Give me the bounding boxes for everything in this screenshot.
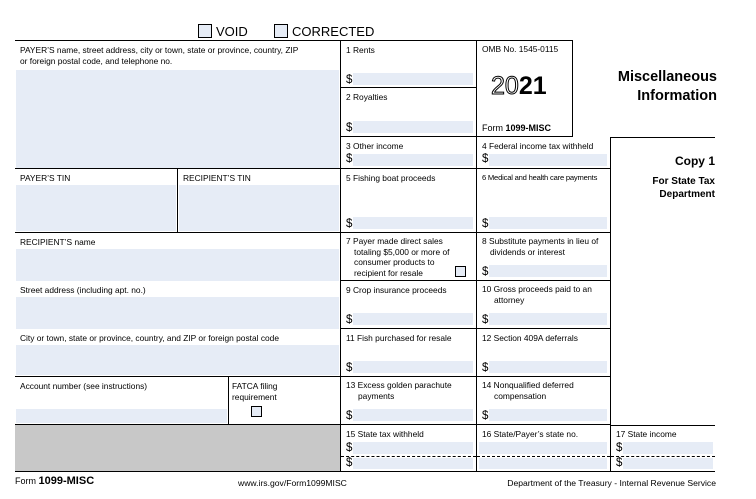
box1-input[interactable] xyxy=(353,73,473,85)
box14-nonqualified-comp xyxy=(477,377,611,425)
city-label: City or town, state or province, country, and ZIP or foreign postal code xyxy=(20,333,279,343)
box12-409a xyxy=(477,329,611,377)
box8-label xyxy=(482,236,598,257)
box8-dollar: $ xyxy=(482,266,489,278)
box11-label: 11 Fish purchased for resale xyxy=(346,333,452,343)
box6-input[interactable] xyxy=(489,217,607,229)
box10-line1: 10 Gross proceeds paid to an xyxy=(482,284,592,294)
fatca-line2: requirement xyxy=(232,391,277,402)
fatca-checkbox[interactable] xyxy=(251,406,262,417)
box17-state-income xyxy=(611,425,715,472)
copy-area xyxy=(611,137,715,425)
form-name: 1099-MISC xyxy=(505,123,552,133)
box6-label: 6 Medical and health care payments xyxy=(482,173,598,182)
box7-line2: totaling $5,000 or more of xyxy=(354,246,450,257)
copy-sub-line2: Department xyxy=(659,189,715,200)
box4-dollar: $ xyxy=(482,153,489,165)
payer-tin-label: PAYER’S TIN xyxy=(20,173,71,183)
payer-label-line2: or foreign postal code, and telephone no. xyxy=(20,56,173,66)
box11-fish-purchased xyxy=(341,329,477,377)
form-name-prefix: Form xyxy=(482,123,506,133)
omb-number: OMB No. 1545-0115 xyxy=(482,44,559,54)
box14-line1: 14 Nonqualified deferred xyxy=(482,380,574,390)
recipient-tin-label: RECIPIENT’S TIN xyxy=(183,173,251,183)
corrected-label: CORRECTED xyxy=(292,24,375,39)
footer-form-prefix: Form xyxy=(15,476,39,486)
box7-line4: recipient for resale xyxy=(354,267,423,278)
box8-input[interactable] xyxy=(489,265,607,277)
box13-input[interactable] xyxy=(353,409,473,421)
box9-crop-insurance xyxy=(341,281,477,329)
account-number-input[interactable] xyxy=(16,409,227,423)
box14-label xyxy=(482,380,574,401)
box15-dollar-1: $ xyxy=(346,442,353,454)
recipient-name-input[interactable] xyxy=(16,249,339,281)
box14-line2: compensation xyxy=(494,390,547,401)
box9-input[interactable] xyxy=(353,313,473,325)
recipient-tin-input[interactable] xyxy=(179,185,339,231)
box17-label: 17 State income xyxy=(616,429,677,439)
street-address-input[interactable] xyxy=(16,297,339,329)
box3-label: 3 Other income xyxy=(346,141,404,151)
box16-divider xyxy=(477,456,610,457)
footer-form-label xyxy=(15,475,94,487)
box13-line1: 13 Excess golden parachute xyxy=(346,380,452,390)
box15-state-tax xyxy=(341,425,477,472)
fatca-box xyxy=(229,377,341,425)
box11-input[interactable] xyxy=(353,361,473,373)
box8-substitute-payments xyxy=(477,233,611,281)
box4-label: 4 Federal income tax withheld xyxy=(482,141,594,151)
box6-dollar: $ xyxy=(482,218,489,230)
box7-direct-sales xyxy=(341,233,477,281)
box15-input-1[interactable] xyxy=(353,442,473,454)
box13-label xyxy=(346,380,452,401)
copy-label: Copy 1 xyxy=(674,154,715,168)
box12-input[interactable] xyxy=(489,361,607,373)
void-checkbox-group[interactable] xyxy=(198,24,248,39)
box1-label: 1 Rents xyxy=(346,45,375,55)
box5-input[interactable] xyxy=(353,217,473,229)
shaded-area xyxy=(15,425,341,472)
void-label: VOID xyxy=(216,24,248,39)
box15-input-2[interactable] xyxy=(353,458,473,469)
payer-name-box xyxy=(15,40,341,169)
footer-url: www.irs.gov/Form1099MISC xyxy=(238,478,347,488)
box9-dollar: $ xyxy=(346,314,353,326)
box13-golden-parachute xyxy=(341,377,477,425)
form-name-label xyxy=(482,123,551,134)
box5-dollar: $ xyxy=(346,218,353,230)
box7-checkbox[interactable] xyxy=(455,266,466,277)
void-checkbox[interactable] xyxy=(198,24,212,38)
box3-other-income xyxy=(341,137,477,169)
box7-label xyxy=(346,236,449,278)
box17-input-2[interactable] xyxy=(623,458,713,469)
box3-input[interactable] xyxy=(353,154,473,166)
box13-line2: payments xyxy=(358,390,395,401)
box15-dollar-2: $ xyxy=(346,457,353,469)
box16-input-2[interactable] xyxy=(479,458,607,469)
form-1099-misc xyxy=(15,40,715,474)
box13-dollar: $ xyxy=(346,410,353,422)
box17-divider xyxy=(611,456,715,457)
box1-dollar: $ xyxy=(346,74,353,86)
box2-label: 2 Royalties xyxy=(346,92,388,102)
box7-line3: consumer products to xyxy=(354,257,435,267)
box15-label: 15 State tax withheld xyxy=(346,429,424,439)
box15-divider xyxy=(341,456,476,457)
copy-sub-line1: For State Tax xyxy=(652,176,715,187)
box10-input[interactable] xyxy=(489,313,607,325)
city-input[interactable] xyxy=(16,345,339,375)
box17-dollar-2: $ xyxy=(616,457,623,469)
box5-label: 5 Fishing boat proceeds xyxy=(346,173,436,183)
footer-form-name: 1099-MISC xyxy=(38,475,95,487)
street-address-box xyxy=(15,281,341,329)
box16-input-1[interactable] xyxy=(479,442,607,454)
box10-label xyxy=(482,284,592,305)
box14-dollar: $ xyxy=(482,410,489,422)
box10-attorney-proceeds xyxy=(477,281,611,329)
box4-federal-tax xyxy=(477,137,611,169)
box6-medical xyxy=(477,169,611,233)
omb-year-box xyxy=(477,40,573,137)
box17-input-1[interactable] xyxy=(623,442,713,454)
payer-tin-input[interactable] xyxy=(16,185,176,231)
box10-line2: attorney xyxy=(494,294,525,305)
title-line1: Miscellaneous xyxy=(617,69,717,85)
payer-label-line1: PAYER’S name, street address, city or town, state or province, country, ZIP xyxy=(20,45,299,55)
account-number-box xyxy=(15,377,229,425)
box16-state-payer-no xyxy=(477,425,611,472)
box4-input[interactable] xyxy=(489,154,607,166)
corrected-checkbox-group[interactable] xyxy=(274,24,374,39)
city-box xyxy=(15,329,341,377)
box10-dollar: $ xyxy=(482,314,489,326)
box2-dollar: $ xyxy=(346,122,353,134)
box12-label: 12 Section 409A deferrals xyxy=(482,333,578,343)
footer-department: Department of the Treasury - Internal Revenue Service xyxy=(507,478,716,488)
recipient-name-label: RECIPIENT’S name xyxy=(20,237,96,247)
box8-line2: dividends or interest xyxy=(490,246,565,257)
tax-year-suffix: 21 xyxy=(518,72,547,100)
corrected-checkbox[interactable] xyxy=(274,24,288,38)
tax-year xyxy=(491,72,547,100)
box14-input[interactable] xyxy=(489,409,607,421)
title-line2: Information xyxy=(637,88,717,104)
form-title xyxy=(581,68,717,106)
box5-fishing-boat xyxy=(341,169,477,233)
fatca-line1: FATCA filing xyxy=(232,381,278,391)
box17-dollar-1: $ xyxy=(616,442,623,454)
box12-dollar: $ xyxy=(482,362,489,374)
box11-dollar: $ xyxy=(346,362,353,374)
box2-input[interactable] xyxy=(353,121,473,133)
street-address-label: Street address (including apt. no.) xyxy=(20,285,146,295)
box8-line1: 8 Substitute payments in lieu of xyxy=(482,236,599,246)
box7-line1: 7 Payer made direct sales xyxy=(346,236,443,246)
box16-label: 16 State/Payer’s state no. xyxy=(482,429,579,439)
tax-year-prefix: 20 xyxy=(491,72,519,100)
copy-subtitle xyxy=(611,175,715,201)
box3-dollar: $ xyxy=(346,153,353,165)
recipient-tin-box xyxy=(178,169,341,233)
payer-name-input[interactable] xyxy=(16,70,339,168)
box1-rents xyxy=(341,40,477,88)
payer-tin-box xyxy=(15,169,178,233)
recipient-name-box xyxy=(15,233,341,281)
box2-royalties xyxy=(341,88,477,137)
account-number-label: Account number (see instructions) xyxy=(20,381,148,391)
box9-label: 9 Crop insurance proceeds xyxy=(346,285,447,295)
fatca-label xyxy=(232,381,277,402)
